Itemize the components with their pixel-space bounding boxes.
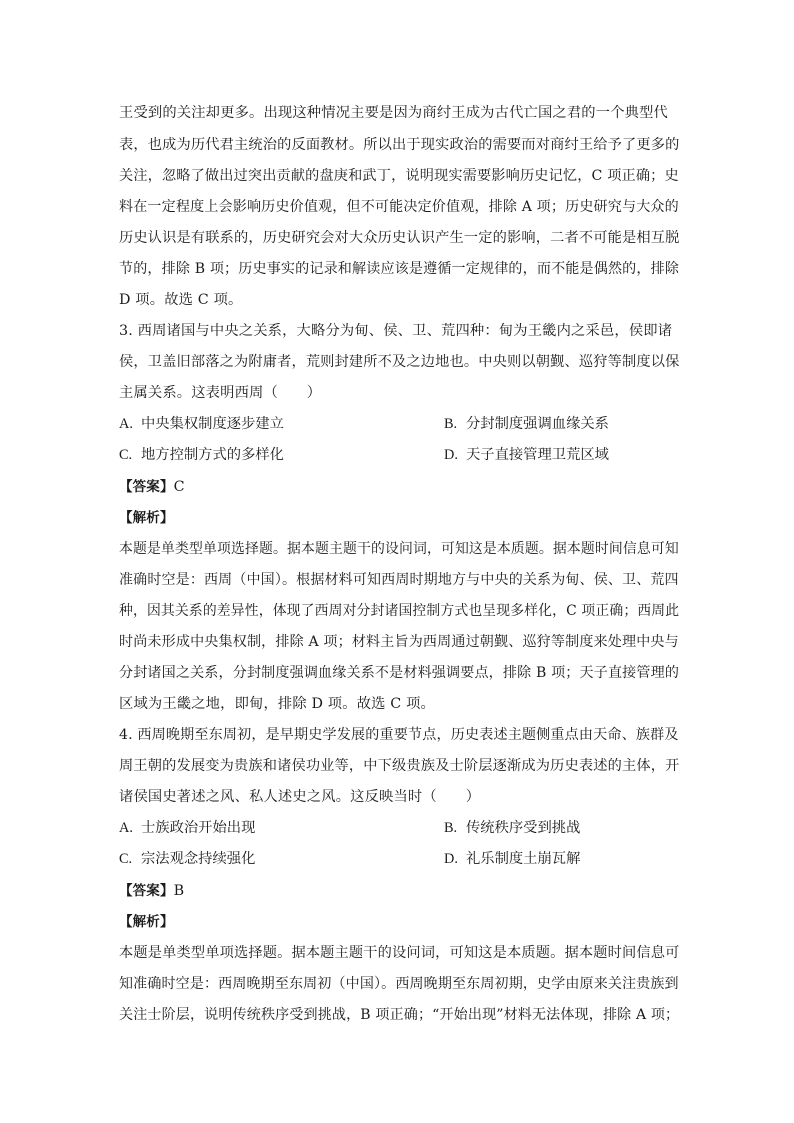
question-4-answer bbox=[119, 881, 679, 901]
question-3-analysis-label: 【解析】 bbox=[119, 510, 174, 526]
question-4-option-b: B. 传统秩序受到挑战 bbox=[444, 820, 581, 836]
answer-label: 【答案】 bbox=[119, 883, 174, 899]
question-3-answer bbox=[119, 477, 679, 497]
question-4-analysis-line: 本题是单类型单项选择题。据本题主题干的设问词，可知这是本质题。据本题时间信息可 bbox=[119, 945, 680, 961]
question-3-option-b: B. 分封制度强调血缘关系 bbox=[444, 416, 609, 432]
question-4-analysis-line: 关注士阶层，说明传统秩序受到挑战，B 项正确；“开始出现”材料无法体现，排除 A 项； bbox=[119, 1007, 680, 1023]
question-3-analysis-line: 种，因其关系的差异性，体现了西周对分封诸国控制方式也呈现多样化，C 项正确；西周此 bbox=[119, 603, 680, 619]
question-4-analysis-line: 知准确时空是：西周晚期至东周初（中国）。西周晚期至东周初期，史学由原来关注贵族到 bbox=[119, 976, 679, 992]
question-3-stem-line: 侯，卫盖旧部落之为附庸者，荒则封建所不及之边地也。中央则以朝觐、巡狩等制度以保 bbox=[119, 354, 680, 370]
answer-label: 【答案】 bbox=[119, 479, 174, 495]
question-3-analysis-line: 准确时空是：西周（中国）。根据材料可知西周时期地方与中央的关系为甸、侯、卫、荒四 bbox=[119, 572, 679, 588]
question-3-option-a: A. 中央集权制度逐步建立 bbox=[119, 416, 284, 432]
paragraph-line: 王受到的关注却更多。出现这种情况主要是因为商纣王成为古代亡国之君的一个典型代 bbox=[119, 105, 668, 121]
paragraph-line: 料在一定程度上会影响历史价值观，但不可能决定价值观，排除 A 项；历史研究与大众的 bbox=[119, 199, 679, 215]
answer-value: B bbox=[173, 883, 185, 899]
question-4-stem-line: 4. 西周晚期至东周初，是早期史学发展的重要节点，历史表述主题侧重点由天命、族群及 bbox=[119, 727, 679, 743]
question-4-stem-line: 诸侯国史著述之风、私人述史之风。这反映当时（ ） bbox=[119, 789, 481, 805]
answer-value: C bbox=[173, 479, 185, 495]
question-3-stem-line: 3. 西周诸国与中央之关系，大略分为甸、侯、卫、荒四种：甸为王畿内之采邑，侯即诸 bbox=[119, 323, 673, 339]
question-4-analysis-label: 【解析】 bbox=[119, 914, 174, 930]
paragraph-line: D 项。故选 C 项。 bbox=[119, 292, 243, 308]
question-4-option-d: D. 礼乐制度土崩瓦解 bbox=[444, 851, 581, 867]
question-3-stem-line: 主属关系。这表明西周（ ） bbox=[119, 385, 322, 401]
question-3-analysis-line: 本题是单类型单项选择题。据本题主题干的设问词，可知这是本质题。据本题时间信息可知 bbox=[119, 541, 679, 557]
question-3-analysis-line: 分封诸国之关系，分封制度强调血缘关系不是材料强调要点，排除 B 项；天子直接管理的 bbox=[119, 665, 680, 681]
paragraph-line: 节的，排除 B 项；历史事实的记录和解读应该是遵循一定规律的，而不能是偶然的，排除 bbox=[119, 261, 680, 277]
question-3-analysis-line: 区域为王畿之地，即甸，排除 D 项。故选 C 项。 bbox=[119, 696, 435, 712]
question-4-stem-line: 周王朝的发展变为贵族和诸侯功业等，中下级贵族及士阶层逐渐成为历史表述的主体，开 bbox=[119, 758, 680, 774]
question-4-option-c: C. 宗法观念持续强化 bbox=[119, 851, 256, 867]
question-3-option-d: D. 天子直接管理卫荒区域 bbox=[444, 447, 609, 463]
paragraph-line: 历史认识是有联系的，历史研究会对大众历史认识产生一定的影响，二者不可能是相互脱 bbox=[119, 230, 680, 246]
paragraph-line: 关注，忽略了做出过突出贡献的盘庚和武丁，说明现实需要影响历史记忆，C 项正确；史 bbox=[119, 168, 679, 184]
question-3-analysis-line: 时尚未形成中央集权制，排除 A 项；材料主旨为西周通过朝觐、巡狩等制度来处理中央与 bbox=[119, 634, 679, 650]
paragraph-line: 表，也成为历代君主统治的反面教材。所以出于现实政治的需要而对商纣王给予了更多的 bbox=[119, 137, 680, 153]
question-4-option-a: A. 士族政治开始出现 bbox=[119, 820, 256, 836]
question-3-option-c: C. 地方控制方式的多样化 bbox=[119, 447, 284, 463]
